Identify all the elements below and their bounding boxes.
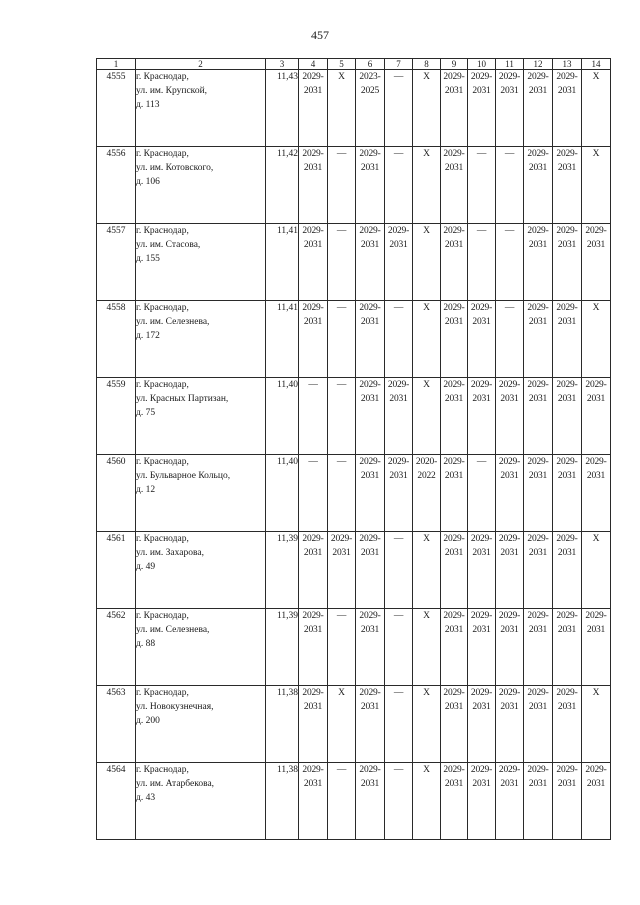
period-cell-col-7: 2029- 2031 (385, 455, 413, 532)
period-cell-col-11: — (496, 224, 524, 301)
period-cell-col-4: 2029- 2031 (299, 147, 328, 224)
period-cell-col-11: 2029- 2031 (496, 609, 524, 686)
period-cell-col-8: X (413, 378, 441, 455)
period-cell-col-4: 2029- 2031 (299, 70, 328, 147)
period-cell-col-7: 2029- 2031 (385, 224, 413, 301)
period-cell-col-14: 2029- 2031 (582, 455, 611, 532)
column-header-3: 3 (266, 59, 299, 70)
column-number-row (97, 59, 611, 70)
period-cell-col-7: — (385, 686, 413, 763)
period-cell-col-10: — (468, 224, 496, 301)
address-cell: г. Краснодар, ул. им. Селезнева, д. 88 (136, 609, 266, 686)
table-row (97, 70, 611, 147)
period-cell-col-9: 2029- 2031 (441, 224, 468, 301)
period-cell-col-13: 2029- 2031 (553, 532, 582, 609)
period-cell-col-10: 2029- 2031 (468, 686, 496, 763)
period-cell-col-5: — (328, 224, 356, 301)
period-cell-col-4: 2029- 2031 (299, 763, 328, 840)
column-header-9: 9 (441, 59, 468, 70)
address-cell: г. Краснодар, ул. им. Селезнева, д. 172 (136, 301, 266, 378)
period-cell-col-9: 2029- 2031 (441, 455, 468, 532)
period-cell-col-5: 2029- 2031 (328, 532, 356, 609)
period-cell-col-12: 2029- 2031 (524, 301, 553, 378)
area-cell: 11,38 (266, 763, 299, 840)
row-number: 4564 (97, 763, 136, 840)
period-cell-col-14: X (582, 70, 611, 147)
column-header-1: 1 (97, 59, 136, 70)
period-cell-col-11: 2029- 2031 (496, 532, 524, 609)
period-cell-col-10: 2029- 2031 (468, 763, 496, 840)
period-cell-col-10: — (468, 455, 496, 532)
area-cell: 11,39 (266, 532, 299, 609)
period-cell-col-11: — (496, 301, 524, 378)
period-cell-col-14: 2029- 2031 (582, 224, 611, 301)
period-cell-col-5: — (328, 609, 356, 686)
period-cell-col-14: X (582, 532, 611, 609)
address-cell: г. Краснодар, ул. Красных Партизан, д. 75 (136, 378, 266, 455)
period-cell-col-13: 2029- 2031 (553, 455, 582, 532)
table-row (97, 301, 611, 378)
period-cell-col-5: X (328, 70, 356, 147)
period-cell-col-4: 2029- 2031 (299, 686, 328, 763)
row-number: 4559 (97, 378, 136, 455)
column-header-13: 13 (553, 59, 582, 70)
period-cell-col-10: — (468, 147, 496, 224)
period-cell-col-12: 2029- 2031 (524, 455, 553, 532)
address-cell: г. Краснодар, ул. им. Стасова, д. 155 (136, 224, 266, 301)
row-number: 4561 (97, 532, 136, 609)
period-cell-col-4: — (299, 455, 328, 532)
period-cell-col-4: 2029- 2031 (299, 224, 328, 301)
period-cell-col-5: — (328, 378, 356, 455)
column-header-6: 6 (356, 59, 385, 70)
row-number: 4563 (97, 686, 136, 763)
address-cell: г. Краснодар, ул. им. Атарбекова, д. 43 (136, 763, 266, 840)
period-cell-col-14: X (582, 301, 611, 378)
table-row (97, 147, 611, 224)
period-cell-col-6: 2029- 2031 (356, 147, 385, 224)
period-cell-col-13: 2029- 2031 (553, 70, 582, 147)
period-cell-col-12: 2029- 2031 (524, 224, 553, 301)
table-row (97, 763, 611, 840)
period-cell-col-6: 2029- 2031 (356, 686, 385, 763)
table-body (97, 70, 611, 840)
period-cell-col-11: 2029- 2031 (496, 378, 524, 455)
row-number: 4560 (97, 455, 136, 532)
area-cell: 11,42 (266, 147, 299, 224)
period-cell-col-4: 2029- 2031 (299, 609, 328, 686)
period-cell-col-8: 2020- 2022 (413, 455, 441, 532)
area-cell: 11,39 (266, 609, 299, 686)
period-cell-col-6: 2029- 2031 (356, 224, 385, 301)
period-cell-col-7: — (385, 532, 413, 609)
row-number: 4556 (97, 147, 136, 224)
column-header-14: 14 (582, 59, 611, 70)
period-cell-col-14: 2029- 2031 (582, 763, 611, 840)
address-cell: г. Краснодар, ул. Бульварное Кольцо, д. 12 (136, 455, 266, 532)
column-header-2: 2 (136, 59, 266, 70)
period-cell-col-10: 2029- 2031 (468, 378, 496, 455)
address-cell: г. Краснодар, ул. им. Крупской, д. 113 (136, 70, 266, 147)
table-row (97, 455, 611, 532)
column-header-12: 12 (524, 59, 553, 70)
period-cell-col-9: 2029- 2031 (441, 147, 468, 224)
period-cell-col-6: 2029- 2031 (356, 763, 385, 840)
period-cell-col-9: 2029- 2031 (441, 532, 468, 609)
table-row (97, 224, 611, 301)
period-cell-col-8: X (413, 609, 441, 686)
column-header-8: 8 (413, 59, 441, 70)
period-cell-col-12: 2029- 2031 (524, 70, 553, 147)
row-number: 4562 (97, 609, 136, 686)
period-cell-col-12: 2029- 2031 (524, 686, 553, 763)
row-number: 4557 (97, 224, 136, 301)
row-number: 4558 (97, 301, 136, 378)
period-cell-col-9: 2029- 2031 (441, 686, 468, 763)
period-cell-col-14: X (582, 686, 611, 763)
period-cell-col-5: — (328, 301, 356, 378)
period-cell-col-12: 2029- 2031 (524, 532, 553, 609)
period-cell-col-10: 2029- 2031 (468, 532, 496, 609)
period-cell-col-8: X (413, 147, 441, 224)
period-cell-col-7: — (385, 70, 413, 147)
period-cell-col-5: — (328, 763, 356, 840)
period-cell-col-14: X (582, 147, 611, 224)
period-cell-col-9: 2029- 2031 (441, 378, 468, 455)
period-cell-col-8: X (413, 70, 441, 147)
period-cell-col-13: 2029- 2031 (553, 224, 582, 301)
period-cell-col-13: 2029- 2031 (553, 686, 582, 763)
area-cell: 11,41 (266, 301, 299, 378)
period-cell-col-7: — (385, 301, 413, 378)
table-row (97, 609, 611, 686)
column-header-7: 7 (385, 59, 413, 70)
page-number: 457 (311, 28, 329, 42)
period-cell-col-10: 2029- 2031 (468, 301, 496, 378)
period-cell-col-6: 2029- 2031 (356, 378, 385, 455)
period-cell-col-11: 2029- 2031 (496, 686, 524, 763)
period-cell-col-4: 2029- 2031 (299, 532, 328, 609)
period-cell-col-13: 2029- 2031 (553, 378, 582, 455)
period-cell-col-6: 2029- 2031 (356, 301, 385, 378)
period-cell-col-14: 2029- 2031 (582, 609, 611, 686)
area-cell: 11,41 (266, 224, 299, 301)
period-cell-col-13: 2029- 2031 (553, 301, 582, 378)
period-cell-col-9: 2029- 2031 (441, 763, 468, 840)
period-cell-col-11: 2029- 2031 (496, 763, 524, 840)
period-cell-col-12: 2029- 2031 (524, 378, 553, 455)
column-header-4: 4 (299, 59, 328, 70)
column-header-11: 11 (496, 59, 524, 70)
period-cell-col-5: X (328, 686, 356, 763)
area-cell: 11,40 (266, 455, 299, 532)
period-cell-col-8: X (413, 224, 441, 301)
period-cell-col-4: 2029- 2031 (299, 301, 328, 378)
period-cell-col-6: 2023- 2025 (356, 70, 385, 147)
table-row (97, 686, 611, 763)
period-cell-col-8: X (413, 763, 441, 840)
period-cell-col-4: — (299, 378, 328, 455)
housing-table (96, 58, 611, 840)
area-cell: 11,40 (266, 378, 299, 455)
period-cell-col-7: — (385, 763, 413, 840)
period-cell-col-9: 2029- 2031 (441, 301, 468, 378)
period-cell-col-5: — (328, 455, 356, 532)
period-cell-col-12: 2029- 2031 (524, 763, 553, 840)
period-cell-col-7: — (385, 147, 413, 224)
period-cell-col-9: 2029- 2031 (441, 609, 468, 686)
period-cell-col-5: — (328, 147, 356, 224)
period-cell-col-12: 2029- 2031 (524, 609, 553, 686)
period-cell-col-13: 2029- 2031 (553, 147, 582, 224)
address-cell: г. Краснодар, ул. им. Захарова, д. 49 (136, 532, 266, 609)
row-number: 4555 (97, 70, 136, 147)
period-cell-col-10: 2029- 2031 (468, 609, 496, 686)
period-cell-col-11: 2029- 2031 (496, 70, 524, 147)
period-cell-col-14: 2029- 2031 (582, 378, 611, 455)
area-cell: 11,38 (266, 686, 299, 763)
column-header-5: 5 (328, 59, 356, 70)
period-cell-col-7: — (385, 609, 413, 686)
period-cell-col-11: 2029- 2031 (496, 455, 524, 532)
period-cell-col-7: 2029- 2031 (385, 378, 413, 455)
period-cell-col-12: 2029- 2031 (524, 147, 553, 224)
period-cell-col-10: 2029- 2031 (468, 70, 496, 147)
period-cell-col-6: 2029- 2031 (356, 609, 385, 686)
table-row (97, 378, 611, 455)
period-cell-col-8: X (413, 686, 441, 763)
period-cell-col-6: 2029- 2031 (356, 532, 385, 609)
period-cell-col-8: X (413, 532, 441, 609)
period-cell-col-11: — (496, 147, 524, 224)
period-cell-col-6: 2029- 2031 (356, 455, 385, 532)
table-row (97, 532, 611, 609)
area-cell: 11,43 (266, 70, 299, 147)
address-cell: г. Краснодар, ул. им. Котовского, д. 106 (136, 147, 266, 224)
period-cell-col-13: 2029- 2031 (553, 609, 582, 686)
address-cell: г. Краснодар, ул. Новокузнечная, д. 200 (136, 686, 266, 763)
period-cell-col-8: X (413, 301, 441, 378)
period-cell-col-9: 2029- 2031 (441, 70, 468, 147)
column-header-10: 10 (468, 59, 496, 70)
period-cell-col-13: 2029- 2031 (553, 763, 582, 840)
